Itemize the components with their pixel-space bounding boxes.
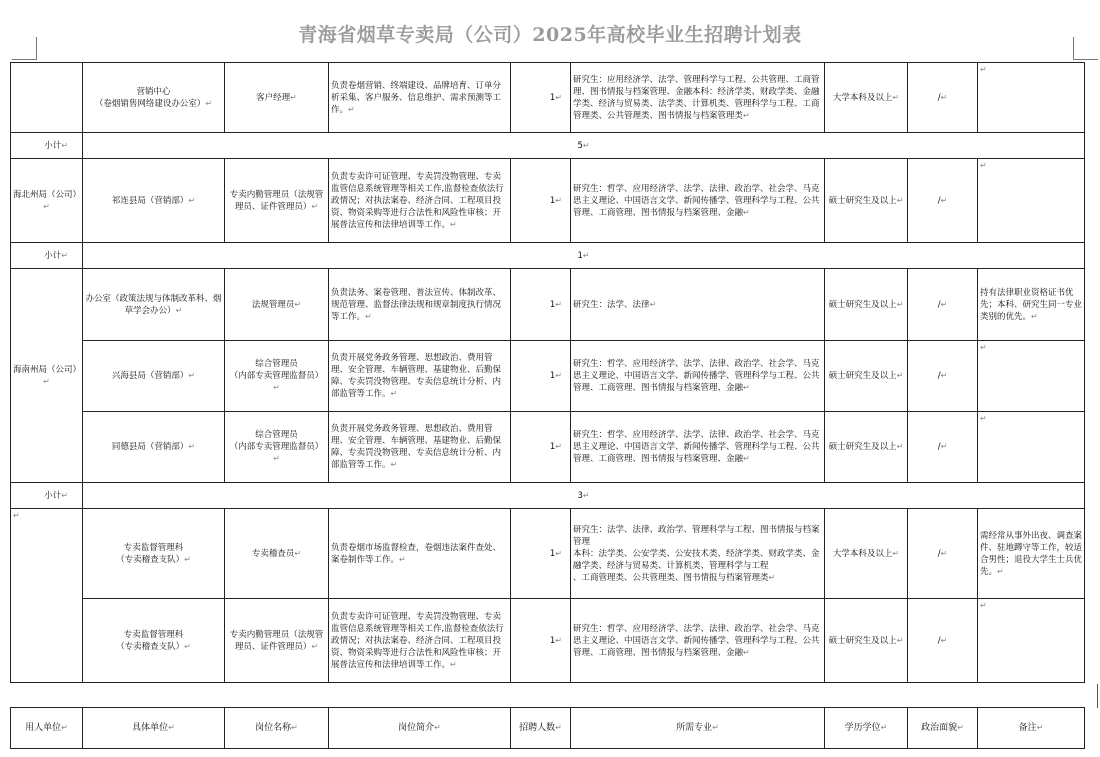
desc-cell: 负责法务、案卷管理、普法宣传、体制改革、规范管理、监督法律法规和规章制度执行情况等工作。↵ [329, 269, 511, 341]
post-cell: 综合管理员 （内部专卖管理监督员）↵ [225, 341, 329, 412]
unit-cell: 海北州局（公司）↵ [11, 159, 83, 243]
count-cell: 1↵ [511, 341, 571, 412]
subtotal-label: 小计↵ [11, 243, 83, 269]
pol-cell: /↵ [908, 159, 978, 243]
dept-cell: 营销中心 （卷烟销售网络建设办公室）↵ [83, 63, 225, 133]
pol-cell: /↵ [908, 599, 978, 683]
table-row [11, 509, 1085, 599]
post-cell: 法规管理员↵ [225, 269, 329, 341]
header-desc: 岗位简介↵ [329, 708, 511, 749]
subtotal-label: 小计↵ [11, 133, 83, 159]
desc-cell: 负责卷烟营销、终端建设、品牌培育、订单分析采集、客户服务、信息维护、需求预测等工作。↵ [329, 63, 511, 133]
header-count: 招聘人数↵ [511, 708, 571, 749]
major-cell: 研究生：法学、法律↵ [571, 269, 825, 341]
post-cell: 专卖稽查员↵ [225, 509, 329, 599]
count-cell: 1↵ [511, 63, 571, 133]
note-cell: 需经常从事外出夜、调查案件、驻地蹲守等工作，较适合男性；退役大学生士兵优先。↵ [978, 509, 1085, 599]
edu-cell: 大学本科及以上↵ [825, 63, 908, 133]
dept-cell: 专卖监督管理科 （专卖稽查支队）↵ [83, 599, 225, 683]
dept-cell: 办公室（政策法规与体制改革科、烟草学会办公）↵ [83, 269, 225, 341]
dept-cell: 专卖监督管理科 （专卖稽查支队）↵ [83, 509, 225, 599]
subtotal-row [11, 483, 1085, 509]
desc-cell: 负责开展党务政务管理、思想政治、费用管理、安全管理、车辆管理、基建物业、后勤保障、专卖罚没物管理、专卖信息统计分析、内部监管等工作。↵ [329, 412, 511, 483]
desc-cell: 负责专卖许可证管理、专卖罚没物管理、专卖监管信息系统管理等相关工作,监督检查依法行政情况；对执法案卷、经济合同、工程项目投资、物资采购等进行合法性和风险性审核；开展普法宣传和法律培训等工作。↵ [329, 599, 511, 683]
note-cell: ↵ [978, 63, 1085, 133]
page-corner-mark-left [12, 37, 37, 60]
edu-cell: 硕士研究生及以上↵ [825, 341, 908, 412]
note-cell: ↵ [978, 599, 1085, 683]
note-cell: 持有法律职业资格证书优先；本科、研究生同一专业类别的优先。↵ [978, 269, 1085, 341]
post-cell: 专卖内勤管理员（法规管理员、证件管理员）↵ [225, 159, 329, 243]
subtotal-value: 3↵ [83, 483, 1085, 509]
pol-cell: /↵ [908, 412, 978, 483]
page-title: 青海省烟草专卖局（公司）2025年高校毕业生招聘计划表 [298, 24, 802, 46]
header-pol: 政治面貌↵ [908, 708, 978, 749]
dept-cell: 兴海县局（营销部）↵ [83, 341, 225, 412]
major-cell: 研究生：法学、法律、政治学、管理科学与工程、图书情报与档案管理 本科：法学类、公安学类、公安技术类、经济学类、财政学类、金融学类、经济与贸易类、计算机类、管理科学与工程 、工商管理类、公共管理类、图书情报与档案管理类↵ [571, 509, 825, 599]
table-row [11, 599, 1085, 683]
header-dept: 具体单位↵ [83, 708, 225, 749]
unit-cell: 海南州局（公司）↵ [11, 269, 83, 483]
post-cell: 客户经理↵ [225, 63, 329, 133]
page-corner-mark-right [1073, 37, 1098, 60]
major-cell: 研究生：哲学、应用经济学、法学、法律、政治学、社会学、马克思主义理论、中国语言文学、新闻传播学、管理科学与工程、公共管理、工商管理、图书情报与档案管理、金融↵ [571, 412, 825, 483]
edu-cell: 硕士研究生及以上↵ [825, 159, 908, 243]
count-cell: 1↵ [511, 269, 571, 341]
count-cell: 1↵ [511, 159, 571, 243]
desc-cell: 负责开展党务政务管理、思想政治、费用管理、安全管理、车辆管理、基建物业、后勤保障、专卖罚没物管理、专卖信息统计分析、内部监管等工作。↵ [329, 341, 511, 412]
header-edu: 学历学位↵ [825, 708, 908, 749]
pol-cell: /↵ [908, 341, 978, 412]
count-cell: 1↵ [511, 509, 571, 599]
note-cell: ↵ [978, 159, 1085, 243]
subtotal-row [11, 243, 1085, 269]
major-cell: 研究生：应用经济学、法学、管理科学与工程、公共管理、工商管理、图书情报与档案管理、金融本科：经济学类、财政学类、金融学类、经济与贸易类、法学类、计算机类、管理科学与工程、工商管理类、公共管理类、图书情报与档案管理类↵ [571, 63, 825, 133]
table-row [11, 412, 1085, 483]
unit-cell: ↵ [11, 509, 83, 683]
header-post: 岗位名称↵ [225, 708, 329, 749]
edu-cell: 大学本科及以上↵ [825, 509, 908, 599]
pol-cell: /↵ [908, 63, 978, 133]
major-cell: 研究生：哲学、应用经济学、法学、法律、政治学、社会学、马克思主义理论、中国语言文学、新闻传播学、管理科学与工程、公共管理、工商管理、图书情报与档案管理、金融↵ [571, 341, 825, 412]
subtotal-label: 小计↵ [11, 483, 83, 509]
subtotal-value: 5↵ [83, 133, 1085, 159]
major-cell: 研究生：哲学、应用经济学、法学、法律、政治学、社会学、马克思主义理论、中国语言文学、新闻传播学、管理科学与工程、公共管理、工商管理、图书情报与档案管理、金融↵ [571, 159, 825, 243]
table-row [11, 341, 1085, 412]
major-cell: 研究生：哲学、应用经济学、法学、法律、政治学、社会学、马克思主义理论、中国语言文学、新闻传播学、管理科学与工程、公共管理、工商管理、图书情报与档案管理、金融↵ [571, 599, 825, 683]
edu-cell: 硕士研究生及以上↵ [825, 599, 908, 683]
table-header [11, 708, 1085, 749]
subtotal-value: 1↵ [83, 243, 1085, 269]
unit-cell [11, 63, 83, 133]
count-cell: 1↵ [511, 412, 571, 483]
header-unit: 用人单位↵ [11, 708, 83, 749]
dept-cell: 祁连县局（营销部）↵ [83, 159, 225, 243]
count-cell: 1↵ [511, 599, 571, 683]
header-note: 备注↵ [978, 708, 1085, 749]
table-row [11, 269, 1085, 341]
post-cell: 综合管理员 （内部专卖管理监督员）↵ [225, 412, 329, 483]
subtotal-row [11, 133, 1085, 159]
recruitment-plan-table [10, 62, 1085, 683]
header-major: 所需专业↵ [571, 708, 825, 749]
pol-cell: /↵ [908, 509, 978, 599]
note-cell: ↵ [978, 341, 1085, 412]
note-cell: ↵ [978, 412, 1085, 483]
pol-cell: /↵ [908, 269, 978, 341]
table-row [11, 159, 1085, 243]
desc-cell: 负责专卖许可证管理、专卖罚没物管理、专卖监管信息系统管理等相关工作,监督检查依法行政情况；对执法案卷、经济合同、工程项目投资、物资采购等进行合法性和风险性审核；开展普法宣传和法律培训等工作。↵ [329, 159, 511, 243]
post-cell: 专卖内勤管理员（法规管理员、证件管理员）↵ [225, 599, 329, 683]
dept-cell: 同德县局（营销部）↵ [83, 412, 225, 483]
table-row [11, 63, 1085, 133]
edu-cell: 硕士研究生及以上↵ [825, 269, 908, 341]
desc-cell: 负责卷烟市场监督检查，卷烟违法案件查处、案卷制作等工作。↵ [329, 509, 511, 599]
edu-cell: 硕士研究生及以上↵ [825, 412, 908, 483]
page-edge-line [1097, 684, 1098, 708]
table-header-row-next-page [10, 707, 1085, 749]
